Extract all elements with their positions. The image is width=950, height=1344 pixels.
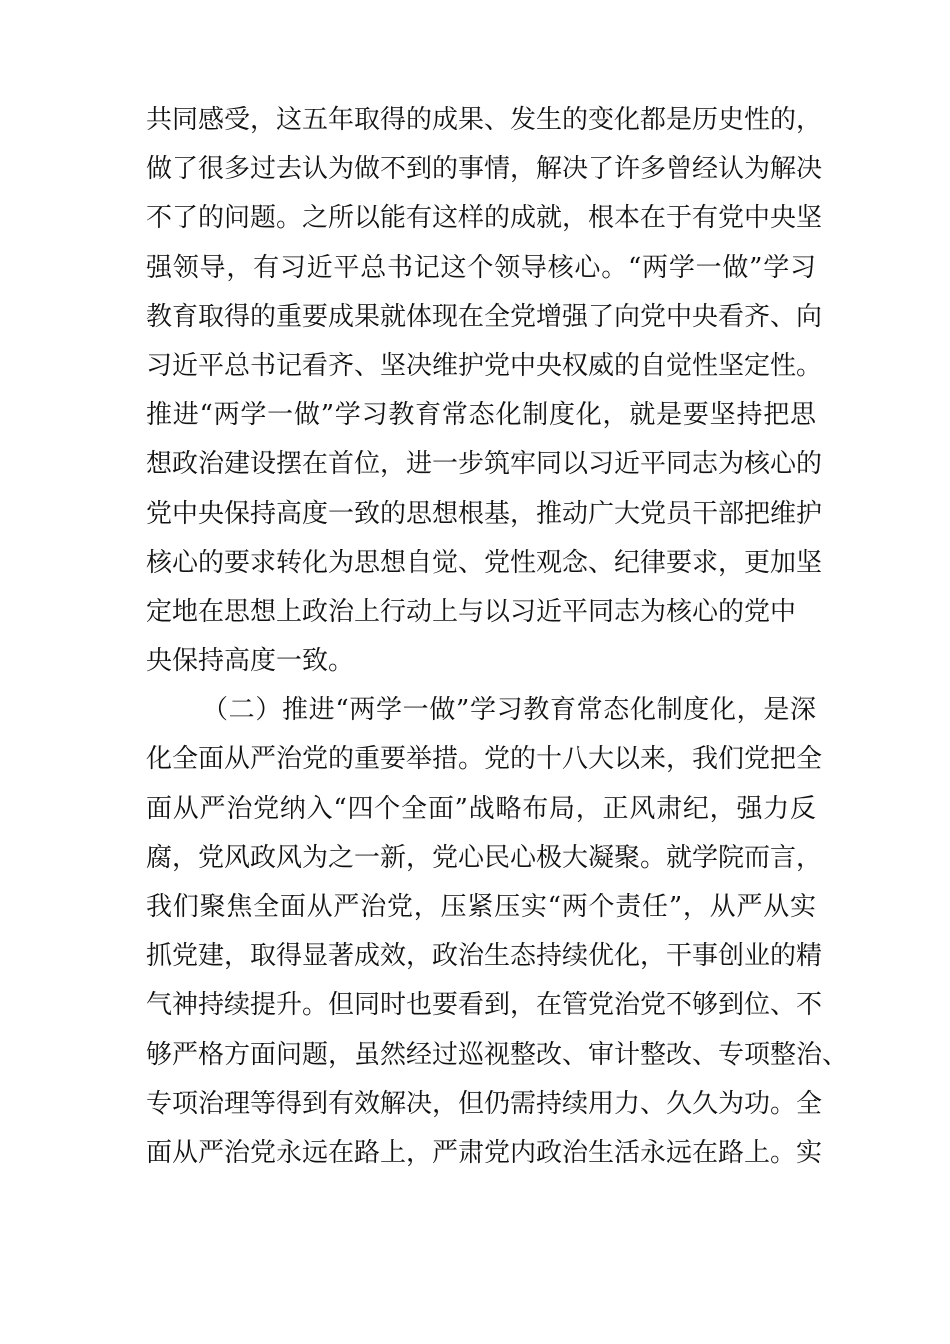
text-line-13: （二）推进“两学一做”学习教育常态化制度化，是深 [202, 695, 816, 726]
text-line-14: 化全面从严治党的重要举措。党的十八大以来，我们党把全 [146, 744, 823, 775]
text-line-1: 共同感受，这五年取得的成果、发生的变化都是历史性的， [146, 105, 823, 135]
text-line-18: 抓党建，取得显著成效，政治生态持续优化，干事创业的精 [146, 941, 823, 972]
text-line-19: 气神持续提升。但同时也要看到，在管党治党不够到位、不 [146, 990, 823, 1021]
text-line-22: 面从严治党永远在路上，严肃党内政治生活永远在路上。实 [146, 1137, 823, 1168]
text-line-21: 专项治理等得到有效解决，但仍需持续用力、久久为功。全 [146, 1088, 823, 1119]
body-text [146, 96, 849, 1178]
text-line-15: 面从严治党纳入“四个全面”战略布局，正风肃纪，强力反 [146, 793, 816, 824]
text-line-7: 推进“两学一做”学习教育常态化制度化，就是要坚持把思 [146, 400, 816, 431]
text-line-5: 教育取得的重要成果就体现在全党增强了向党中央看齐、向 [146, 301, 823, 332]
text-line-17: 我们聚焦全面从严治党，压紧压实“两个责任”，从严从实 [146, 892, 816, 922]
text-line-10: 核心的要求转化为思想自觉、党性观念、纪律要求，更加坚 [146, 547, 823, 578]
text-line-3: 不了的问题。之所以能有这样的成就，根本在于有党中央坚 [146, 203, 823, 234]
text-line-16: 腐，党风政风为之一新，党心民心极大凝聚。就学院而言， [146, 842, 823, 873]
text-line-11: 定地在思想上政治上行动上与以习近平同志为核心的党中 [146, 596, 797, 627]
text-line-6: 习近平总书记看齐、坚决维护党中央权威的自觉性坚定性。 [146, 350, 823, 381]
text-line-9: 党中央保持高度一致的思想根基，推动广大党员干部把维护 [146, 498, 823, 529]
text-line-12: 央保持高度一致。 [146, 646, 355, 677]
text-line-8: 想政治建设摆在首位，进一步筑牢同以习近平同志为核心的 [146, 449, 823, 480]
text-line-20: 够严格方面问题，虽然经过巡视整改、审计整改、专项整治、 [146, 1039, 849, 1070]
text-line-4: 强领导，有习近平总书记这个领导核心。“两学一做”学习 [146, 252, 816, 283]
text-line-2: 做了很多过去认为做不到的事情，解决了许多曾经认为解决 [146, 154, 823, 185]
